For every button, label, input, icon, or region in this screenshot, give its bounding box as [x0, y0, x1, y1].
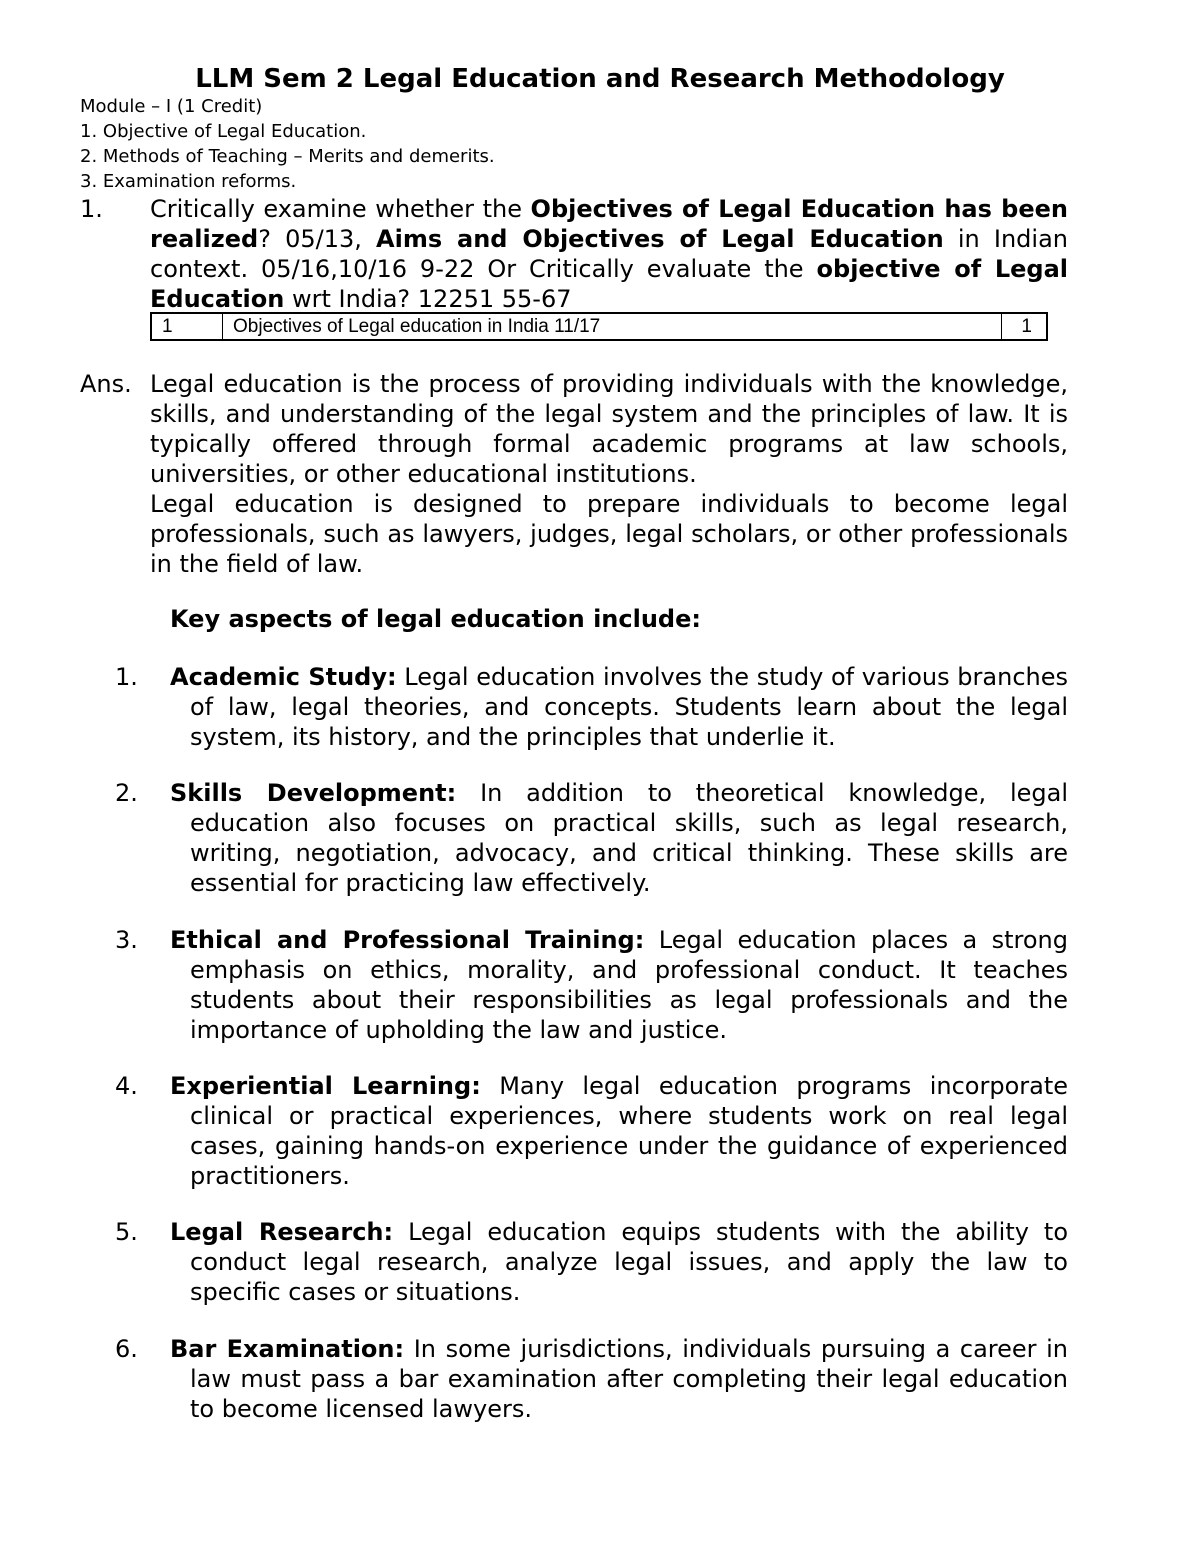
question-table: [150, 312, 1048, 341]
answer-text: [150, 369, 1068, 579]
list-item: 2. Skills Development: In addition to theoretical knowledge, legal education also focuses on practical skills, such as legal research, writing, negotiation, advocacy, and critical thinking. These skills are essential for practicing law effectively.: [115, 779, 1068, 897]
question-number: 1.: [80, 195, 103, 223]
list-item: 4. Experiential Learning: Many legal education programs incorporate clinical or practical experiences, where students work on real legal cases, gaining hands-on experience under the guidance of experienced practitioners.: [115, 1072, 1069, 1190]
answer-label: Ans.: [80, 370, 132, 398]
key-aspects-heading: Key aspects of legal education include:: [170, 605, 701, 633]
topic-item: 2. Methods of Teaching – Merits and demerits.: [80, 146, 495, 167]
table-cell-question: Objectives of Legal education in India 11/17: [223, 314, 1002, 339]
list-item: 5. Legal Research: Legal education equips students with the ability to conduct legal research, analyze legal issues, and apply the law to specific cases or situations.: [115, 1218, 1069, 1306]
answer-paragraph: Legal education is the process of providing individuals with the knowledge, skills, and understanding of the legal system and the principles of law. It is typically offered through formal academic programs at law schools, universities, or other educational institutions.: [150, 370, 1068, 488]
module-line: Module – I (1 Credit): [80, 96, 263, 117]
page-title: LLM Sem 2 Legal Education and Research Methodology: [195, 64, 1005, 94]
answer-paragraph: Legal education is designed to prepare individuals to become legal professionals, such as lawyers, judges, legal scholars, or other professionals in the field of law.: [150, 490, 1068, 578]
table-cell-number: 1: [152, 314, 223, 339]
topic-item: 3. Examination reforms.: [80, 171, 297, 192]
table-cell-marks: 1: [1021, 316, 1032, 337]
list-item: 1. Academic Study: Legal education involves the study of various branches of law, legal theories, and concepts. Students learn about the legal system, its history, and the principles that underlie it.: [115, 663, 1068, 751]
list-item: 3. Ethical and Professional Training: Legal education places a strong emphasis on ethics, morality, and professional conduct. It teaches students about their responsibilities as legal professionals and the importance of upholding the law and justice.: [115, 926, 1069, 1044]
topic-item: 1. Objective of Legal Education.: [80, 121, 367, 142]
question-text: Critically examine whether the Objectives of Legal Education has been realized? 05/13, Aims and Objectives of Legal Education in Indian context. 05/16,10/16 9-22 Or Critically evaluate the objective of Legal Education wrt India? 12251 55-67: [150, 195, 1069, 313]
list-item: 6. Bar Examination: In some jurisdictions, individuals pursuing a career in law must pass a bar examination after completing their legal education to become licensed lawyers.: [115, 1335, 1068, 1423]
